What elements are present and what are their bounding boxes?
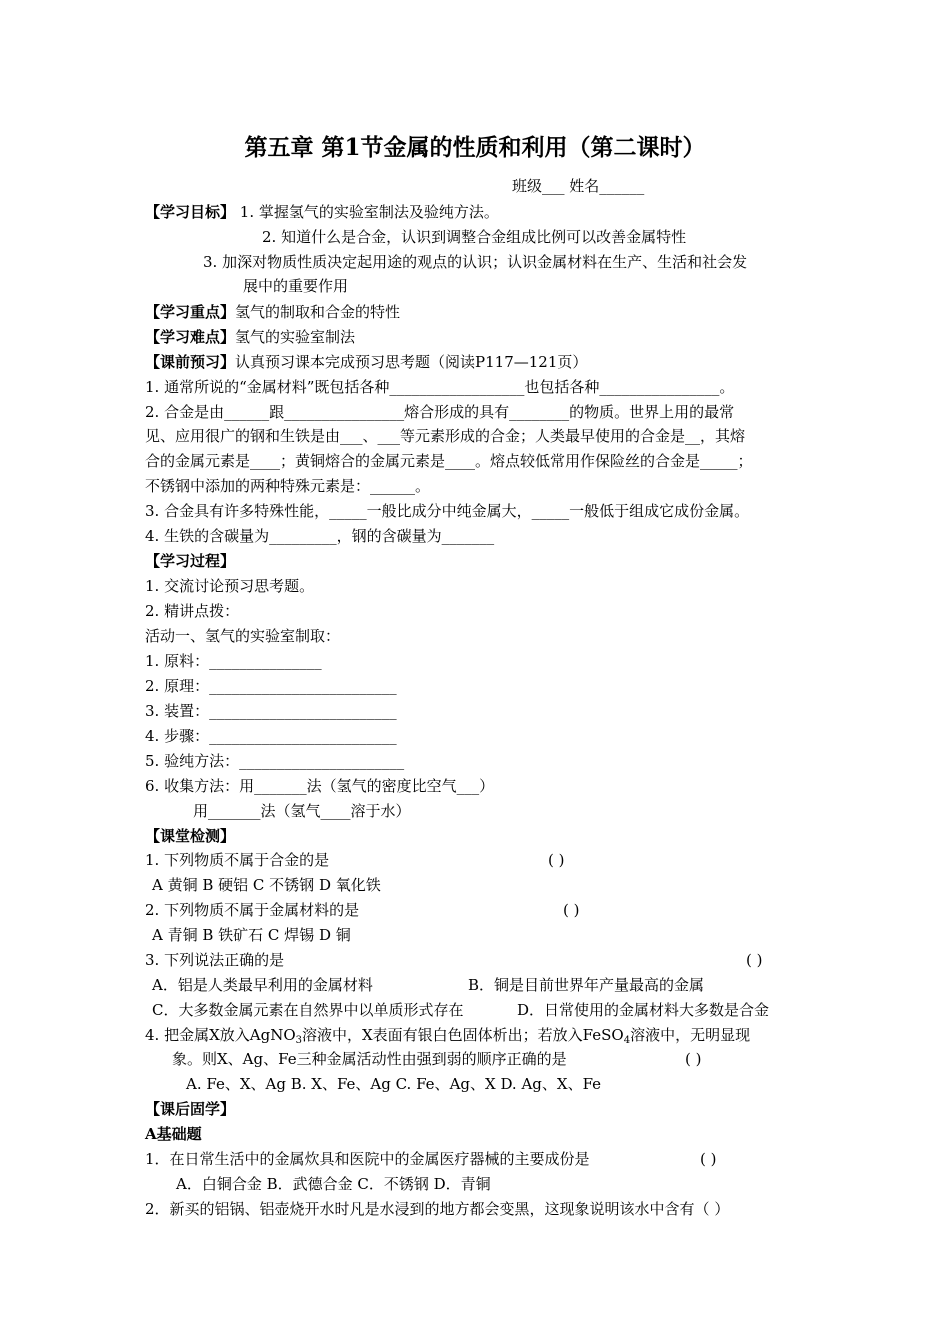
- key-text: 氢气的制取和合金的特性: [235, 303, 401, 321]
- check-q3-paren: ( ): [746, 951, 763, 969]
- check-q3-option-a: A．铝是人类最早利用的金属材料: [152, 976, 373, 994]
- check-q4-text-1: 4. 把金属X放入AgNO: [145, 1026, 296, 1044]
- preview-q2-line1: 2. 合金是由______跟________________熔合形成的具有________的物质。世界上用的最常: [145, 403, 735, 421]
- check-q4-line2: 象。则X、Ag、Fe三种金属活动性由强到弱的顺序正确的是: [172, 1050, 567, 1068]
- difficulty-text: 氢气的实验室制法: [235, 328, 356, 346]
- preview-q4: 4. 生铁的含碳量为_________，钢的含碳量为_______: [145, 527, 495, 545]
- hydrogen-collection: 6. 收集方法：用_______法（氢气的密度比空气___）: [145, 777, 495, 795]
- check-label: 【课堂检测】: [145, 827, 236, 845]
- homework-q1-paren: ( ): [700, 1150, 717, 1168]
- key-label: 【学习重点】: [145, 303, 236, 321]
- check-q3-option-b: B．铜是目前世界年产量最高的金属: [468, 976, 705, 994]
- hydrogen-collection-2: 用_______法（氢气____溶于水）: [193, 802, 411, 820]
- class-name-line: 班级___ 姓名______: [512, 177, 645, 195]
- check-q1: 1. 下列物质不属于合金的是: [145, 851, 330, 869]
- check-q3: 3. 下列说法正确的是: [145, 951, 285, 969]
- preview-text: 认真预习课本完成预习思考题（阅读P117—121页）: [235, 353, 588, 371]
- hydrogen-principle: 2. 原理：_________________________: [145, 677, 397, 695]
- check-q4-line1: [145, 1025, 750, 1045]
- preview-q2-line4: 不锈钢中添加的两种特殊元素是：______。: [145, 477, 431, 495]
- check-q4-sub-1: 3: [295, 1035, 302, 1046]
- key-point: [145, 302, 400, 322]
- check-q3-option-d: D．日常使用的金属材料大多数是合金: [517, 1001, 770, 1019]
- hydrogen-apparatus: 3. 装置：_________________________: [145, 702, 397, 720]
- goal-3: 3. 加深对物质性质决定起用途的观点的认识；认识金属材料在生产、生活和社会发: [203, 253, 748, 271]
- preview-q3: 3. 合金具有许多特殊性能，_____一般比成分中纯金属大，_____一般低于组成它成份金属。: [145, 502, 750, 520]
- check-q2-paren: ( ): [563, 901, 580, 919]
- process-step-1: 1. 交流讨论预习思考题。: [145, 577, 315, 595]
- check-q4-paren: ( ): [685, 1050, 702, 1068]
- check-q1-options: A 黄铜 B 硬铝 C 不锈钢 D 氧化铁: [152, 876, 381, 894]
- goals-label: 【学习目标】: [145, 203, 236, 221]
- process-step-2: 2. 精讲点拨：: [145, 602, 240, 620]
- check-q4-text-3: 溶液中，无明显现: [630, 1026, 751, 1044]
- homework-q1: 1．在日常生活中的金属炊具和医院中的金属医疗器械的主要成份是: [145, 1150, 590, 1168]
- page-title: 第五章 第1节金属的性质和利用（第二课时）: [244, 134, 706, 161]
- basic-section-label: A基础题: [145, 1125, 202, 1143]
- hydrogen-materials: 1. 原料：_______________: [145, 652, 322, 670]
- goals-section: [145, 202, 499, 222]
- check-q1-paren: ( ): [548, 851, 565, 869]
- check-q4-text-2: 溶液中，X表面有银白色固体析出；若放入FeSO: [302, 1026, 624, 1044]
- homework-q2: 2．新买的铝锅、铝壶烧开水时凡是水浸到的地方都会变黑，这现象说明该水中含有（ ）: [145, 1200, 730, 1218]
- hydrogen-steps: 4. 步骤：_________________________: [145, 727, 397, 745]
- goal-1: 1. 掌握氢气的实验室制法及验纯方法。: [235, 203, 499, 221]
- process-label: 【学习过程】: [145, 552, 236, 570]
- difficulty-label: 【学习难点】: [145, 328, 236, 346]
- preview-q2-line2: 见、应用很广的钢和生铁是由___、___等元素形成的合金；人类最早使用的合金是__，其熔: [145, 427, 746, 445]
- preview-q2-line3: 合的金属元素是____；黄铜熔合的金属元素是____。熔点较低常用作保险丝的合金是_____；: [145, 452, 753, 470]
- homework-q1-options: A．白铜合金 B．武德合金 C．不锈钢 D．青铜: [176, 1175, 491, 1193]
- goal-2: 2. 知道什么是合金，认识到调整合金组成比例可以改善金属特性: [262, 228, 687, 246]
- check-q2: 2. 下列物质不属于金属材料的是: [145, 901, 360, 919]
- preview-label: 【课前预习】: [145, 353, 236, 371]
- after-class-label: 【课后固学】: [145, 1100, 236, 1118]
- check-q2-options: A 青铜 B 铁矿石 C 焊锡 D 铜: [152, 926, 351, 944]
- check-q4-sub-2: 4: [623, 1035, 631, 1046]
- hydrogen-purity-test: 5. 验纯方法：______________________: [145, 752, 405, 770]
- preview-q1: 1. 通常所说的“金属材料”既包括各种__________________也包括各种________________。: [145, 378, 735, 396]
- activity-1: 活动一、氢气的实验室制取：: [145, 627, 341, 645]
- check-q3-option-c: C．大多数金属元素在自然界中以单质形式存在: [152, 1001, 464, 1019]
- check-q4-options: A. Fe、X、Ag B. X、Fe、Ag C. Fe、Ag、X D. Ag、X、Fe: [186, 1075, 602, 1093]
- difficulty: [145, 327, 355, 347]
- preview: [145, 352, 587, 372]
- goal-3-continued: 展中的重要作用: [243, 277, 349, 295]
